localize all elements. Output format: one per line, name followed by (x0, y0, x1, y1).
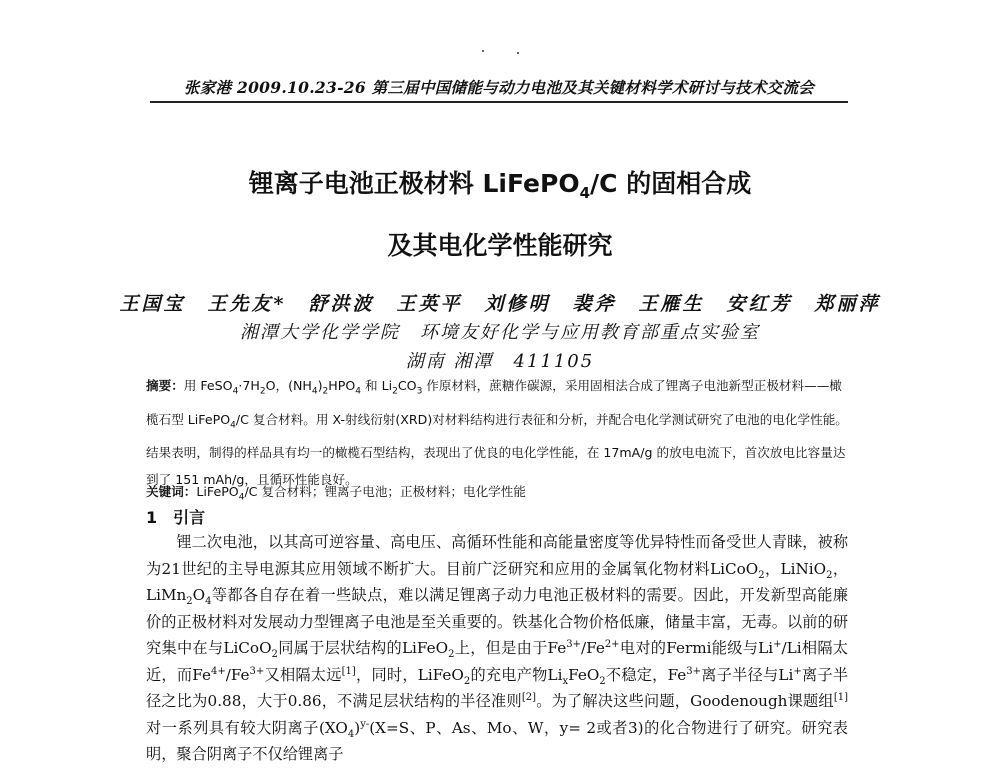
keywords-sub: 4 (238, 492, 245, 503)
intro-text: 又相隔太远 (264, 665, 342, 684)
intro-sub: 2 (448, 649, 455, 661)
intro-text: ，同时，LiFeO (355, 665, 464, 684)
header-rule (150, 101, 848, 103)
intro-sub: 2 (271, 649, 278, 661)
keywords-text: LiFePO (196, 484, 239, 499)
abstract-sub: 4 (355, 386, 361, 397)
intro-text: FeO (568, 665, 600, 684)
scan-dots (0, 50, 1000, 56)
intro-text: 电对的Fermi能级与Li (619, 639, 774, 657)
intro-sub: 2 (758, 569, 765, 581)
intro-sup: 3+ (686, 665, 702, 677)
intro-text: 等都各自存在着一些缺点，难以满足锂离子动力电池正极材料的需要。因此，开发新型高能廉价的正极材料对发展动力型锂离子电池是至关重要的。铁基化合物价格低廉，储量丰富，无毒。以前的研究集中在与LiCoO (146, 586, 848, 657)
intro-sup: 4+ (210, 665, 226, 677)
intro-sup: y- (360, 718, 370, 730)
section-title: 引言 (173, 508, 206, 527)
paper-title-line-1 (100, 164, 900, 202)
intro-text: 上，但是由于Fe (454, 639, 567, 657)
intro-text: 同属于层状结构的LiFeO (277, 639, 449, 657)
intro-text: O (192, 586, 206, 604)
intro-sub: 4 (205, 596, 212, 608)
intro-text: (X=S、P、As、Mo、W，y= 2或者3)的化合物进行了研究。研究表明，聚合阴离子不仅给锂离子 (146, 718, 848, 763)
intro-sub: 2 (826, 569, 833, 581)
abstract-text: ) (317, 378, 323, 393)
intro-sup: + (793, 665, 802, 677)
intro-sub: 4 (347, 728, 355, 740)
intro-text: 的充电产物Li (470, 665, 563, 684)
intro-text: ，LiMn (146, 559, 849, 604)
introduction-body (146, 529, 848, 768)
intro-text: /Fe (581, 639, 605, 657)
intro-sup: 2+ (604, 638, 620, 650)
intro-text: 锂二次电池，以其高可逆容量、高电压、高循环性能和高能量密度等优异特性而备受世人青睐，被称为21世纪的主导电源其应用领域不断扩大。目前广泛研究和应用的金属氧化物材料LiCoO (146, 533, 848, 578)
abstract-text: ·7H (238, 378, 260, 393)
citation: [1] (833, 691, 848, 703)
intro-sub: x (562, 675, 569, 687)
abstract (146, 372, 848, 493)
abstract-label: 摘要： (146, 378, 184, 393)
intro-text: 对一系列具有较大阴离子(XO (146, 718, 348, 737)
paper-title-line-2: 及其电化学性能研究 (387, 231, 613, 260)
intro-text: ，LiNiO (764, 559, 827, 578)
intro-sup: 3+ (249, 665, 265, 677)
intro-paragraph (146, 529, 848, 768)
address: 湖南 湘潭 411105 (405, 351, 595, 372)
citation: [1] (341, 665, 356, 677)
section-number: 1 (146, 508, 158, 527)
abstract-sub: 2 (322, 386, 329, 397)
intro-text: /Fe (225, 665, 250, 684)
conference-header: 张家港 2009.10.23-26 第三届中国储能与动力电池及其关键材料学术研讨与技术交流会 (183, 78, 815, 97)
intro-sup: + (773, 638, 782, 650)
abstract-text: O，(NH (265, 378, 312, 393)
section-heading (146, 505, 205, 528)
keywords-label: 关键词： (146, 484, 197, 499)
abstract-text: HPO (328, 378, 356, 393)
abstract-text: 和 Li (360, 378, 393, 393)
abstract-text: CO (397, 378, 417, 393)
intro-sup: 3+ (566, 638, 581, 650)
intro-text: 。为了解决这些问题，Goodenough课题组 (536, 692, 834, 710)
abstract-sub: 2 (259, 386, 266, 397)
title-subscript: 4 (579, 184, 591, 202)
intro-sub: 2 (463, 675, 471, 687)
keywords (146, 481, 848, 503)
intro-text: 离子半径之比为0.88，大于0.86，不满足层状结构的半径准则 (146, 665, 849, 710)
abstract-sub: 2 (392, 386, 398, 397)
abstract-sub: 3 (416, 386, 423, 397)
intro-sub: 2 (186, 596, 193, 608)
citation: [2] (521, 691, 537, 703)
intro-sub: 2 (599, 675, 606, 687)
abstract-sub: 4 (311, 386, 318, 397)
intro-text: 不稳定，Fe (605, 665, 687, 684)
title-text-a: 锂离子电池正极材料 LiFePO (248, 169, 580, 198)
abstract-sub: 4 (232, 386, 239, 397)
abstract-sub: 4 (230, 420, 236, 431)
intro-text: 离子半径与Li (701, 665, 794, 684)
author-list: 王国宝 王先友* 舒洪波 王英平 刘修明 裴斧 王雁生 安红芳 郑丽萍 (119, 293, 881, 315)
abstract-text: 作原材料，蔗糖作碳源，采用固相法合成了锂离子电池新型正极材料——橄榄石型 LiFePO (146, 378, 842, 427)
abstract-text: /C 复合材料。用 X-射线衍射(XRD)对材料结构进行表征和分析，并配合电化学测试研究了电池的电化学性能。结果表明，制得的样品具有均一的橄榄石型结构，表现出了优良的电化学性能，在 17mA/g 的放电电流下，首次放电比容量达到了 151 mAh/g，且循环性能良好。 (146, 411, 848, 488)
intro-text: ) (354, 718, 361, 737)
keywords-text: /C 复合材料；锂离子电池；正极材料；电化学性能 (244, 484, 526, 499)
intro-text: /Li相隔太近，而Fe (146, 639, 848, 684)
abstract-text: 用 FeSO (183, 378, 233, 393)
affiliation: 湘潭大学化学学院 环境友好化学与应用教育部重点实验室 (240, 322, 760, 343)
title-text-b: /C 的固相合成 (590, 169, 752, 198)
